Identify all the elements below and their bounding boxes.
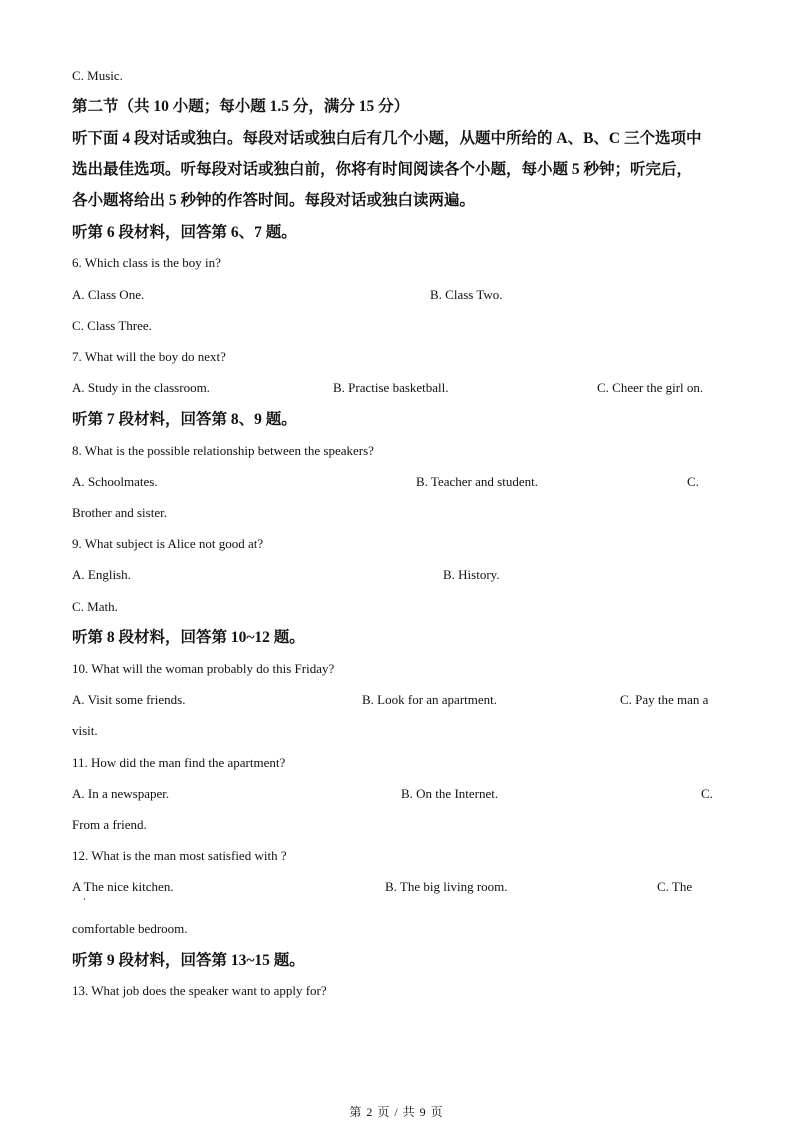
question-10-option-c[interactable]: C. Pay the man a: [620, 692, 709, 707]
question-6-stem: 6. Which class is the boy in?: [72, 255, 221, 270]
stray-dot-mark: [84, 898, 85, 900]
question-6-option-b[interactable]: B. Class Two.: [430, 287, 503, 302]
question-5-option-c: C. Music.: [72, 68, 123, 83]
question-11-option-c[interactable]: C.: [701, 786, 713, 801]
question-10-option-a[interactable]: A. Visit some friends.: [72, 692, 186, 707]
question-7-option-c[interactable]: C. Cheer the girl on.: [597, 380, 704, 395]
question-7-option-a[interactable]: A. Study in the classroom.: [72, 380, 210, 395]
question-10-stem: 10. What will the woman probably do this Friday?: [72, 661, 335, 676]
question-10-option-c-continued[interactable]: visit.: [72, 723, 98, 738]
question-9-option-a[interactable]: A. English.: [72, 567, 131, 582]
section-title: 第二节（共 10 小题；每小题 1.5 分，满分 15 分）: [72, 98, 410, 115]
question-9-option-c[interactable]: C. Math.: [72, 599, 118, 614]
question-10-option-b[interactable]: B. Look for an apartment.: [362, 692, 498, 707]
question-8-option-b[interactable]: B. Teacher and student.: [416, 474, 538, 489]
question-12-stem: 12. What is the man most satisfied with ?: [72, 848, 287, 863]
question-8-option-a[interactable]: A. Schoolmates.: [72, 474, 158, 489]
question-11-option-b[interactable]: B. On the Internet.: [401, 786, 499, 801]
instructions-line-3: 各小题将给出 5 秒钟的作答时间。每段对话或独白读两遍。: [72, 192, 476, 209]
page-footer: 第 2 页 / 共 9 页: [349, 1105, 444, 1119]
question-8-option-c-continued[interactable]: Brother and sister.: [72, 505, 167, 520]
question-13-stem: 13. What job does the speaker want to apply for?: [72, 983, 327, 998]
group-heading: 听第 9 段材料，回答第 13~15 题。: [72, 952, 305, 969]
question-7-option-b[interactable]: B. Practise basketball.: [333, 380, 449, 395]
instructions-line-1: 听下面 4 段对话或独白。每段对话或独白后有几个小题，从题中所给的 A、B、C 三个选项中: [72, 130, 702, 147]
group-heading: 听第 7 段材料，回答第 8、9 题。: [72, 411, 297, 428]
question-6-option-a[interactable]: A. Class One.: [72, 287, 145, 302]
question-9-option-b[interactable]: B. History.: [443, 567, 500, 582]
question-8-option-c[interactable]: C.: [687, 474, 699, 489]
question-12-option-a[interactable]: A The nice kitchen.: [72, 879, 174, 894]
question-12-option-c-continued[interactable]: comfortable bedroom.: [72, 921, 188, 936]
question-11-option-a[interactable]: A. In a newspaper.: [72, 786, 170, 801]
question-8-stem: 8. What is the possible relationship between the speakers?: [72, 443, 374, 458]
question-9-stem: 9. What subject is Alice not good at?: [72, 536, 264, 551]
group-heading: 听第 8 段材料，回答第 10~12 题。: [72, 629, 305, 646]
question-11-stem: 11. How did the man find the apartment?: [72, 755, 286, 770]
question-7-stem: 7. What will the boy do next?: [72, 349, 226, 364]
question-6-option-c[interactable]: C. Class Three.: [72, 318, 152, 333]
question-11-option-c-continued[interactable]: From a friend.: [72, 817, 147, 832]
instructions-line-2: 选出最佳选项。听每段对话或独白前，你将有时间阅读各个小题，每小题 5 秒钟；听完后，: [72, 161, 693, 178]
question-12-option-c[interactable]: C. The: [657, 879, 693, 894]
group-heading: 听第 6 段材料，回答第 6、7 题。: [72, 224, 297, 241]
question-12-option-b[interactable]: B. The big living room.: [385, 879, 508, 894]
